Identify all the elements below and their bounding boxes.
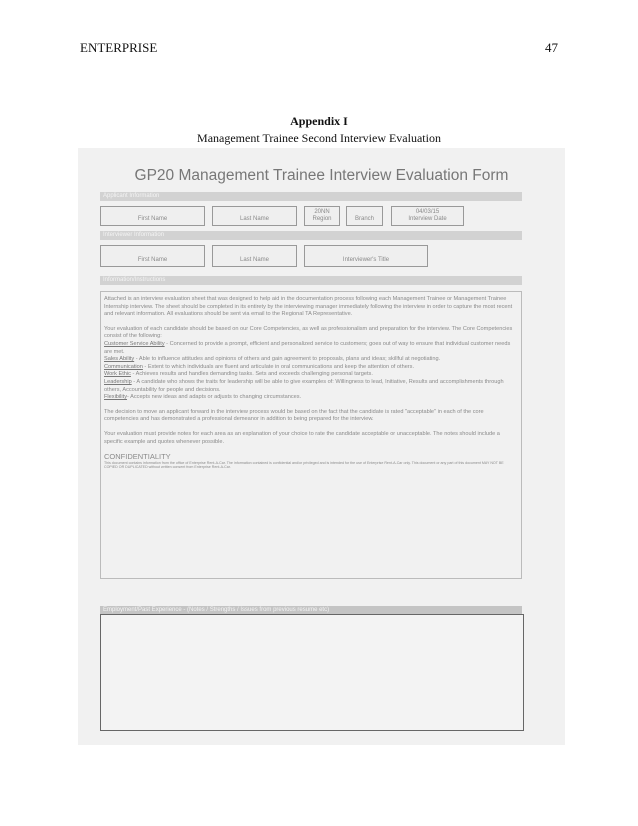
field-label: Interview Date	[408, 216, 447, 222]
instructions-paragraph: The decision to move an applicant forward in the interview process would be based on the fact that the candidate is rated "acceptable" in each of the core competencies and has demonstrated a professional demeanor in addition to being prepared for the interview.	[104, 408, 484, 423]
interviewer-section-bar: Interviewer Information	[100, 231, 522, 240]
applicant-section-bar: Applicant Information	[100, 192, 522, 201]
applicant-last-name-field	[212, 206, 297, 226]
competency-item	[104, 379, 518, 394]
field-label: Interviewer's Title	[342, 257, 390, 263]
competency-item	[104, 356, 518, 364]
competency-name: Work Ethic	[104, 371, 131, 378]
competency-name: Flexibility	[104, 394, 128, 401]
interviewer-last-name-field	[212, 245, 297, 267]
competency-list	[104, 341, 518, 402]
competency-description: - Extent to which individuals are fluent and articulate in oral communications and keep the attention of others.	[142, 363, 415, 370]
scanned-form-image	[78, 148, 565, 745]
instructions-box	[100, 291, 522, 579]
field-value: 20NN	[314, 209, 330, 215]
field-value: 04/03/15	[415, 209, 440, 215]
form-title: GP20 Management Trainee Interview Evaluation Form	[134, 167, 509, 184]
competency-description: - Accepts new ideas and adapts or adjusts to changing circumstances.	[127, 394, 302, 401]
competency-item	[104, 341, 518, 356]
field-label: First Name	[137, 257, 168, 263]
competency-item	[104, 364, 518, 372]
field-label: Last Name	[239, 216, 269, 222]
confidentiality-heading: CONFIDENTIALITY	[104, 452, 171, 462]
instructions-paragraph: Your evaluation must provide notes for each area as an explanation of your choice to rate the candidate acceptable or unacceptable. The notes should include a specific example and quotes whenever possible.	[104, 430, 500, 445]
branch-field	[346, 206, 383, 226]
competency-description: - Achieves results and handles demanding tasks. Sets and exceeds challenging personal targets.	[130, 371, 373, 378]
appendix-subtitle: Management Trainee Second Interview Evaluation	[197, 131, 441, 145]
appendix-title: Appendix I	[290, 114, 348, 128]
applicant-first-name-field	[100, 206, 205, 226]
competency-name: Customer Service Ability	[104, 340, 165, 347]
instructions-paragraph: Your evaluation of each candidate should be based on our Core Competencies, as well as professionalism and preparation for the interview. The Core Competencies consist of the following:	[104, 325, 513, 340]
page-number: 47	[545, 40, 558, 55]
competency-description: - Concerned to provide a prompt, efficient and personalized service to customers; goes out of way to ensure that individual customer needs are met.	[104, 340, 511, 355]
interviewer-first-name-field	[100, 245, 205, 267]
field-label: Last Name	[239, 257, 269, 263]
running-header: ENTERPRISE	[80, 40, 158, 55]
field-label: First Name	[137, 216, 168, 222]
interview-date-field	[391, 206, 464, 226]
competency-name: Communication	[104, 363, 143, 370]
region-field	[304, 206, 340, 226]
competency-item	[104, 394, 518, 402]
field-label: Branch	[354, 216, 374, 222]
competency-item	[104, 371, 518, 379]
field-label: Region	[312, 216, 332, 222]
interviewer-title-field	[304, 245, 428, 267]
competency-description: - A candidate who shows the traits for leadership will be able to give examples of: Willingness to lead, Initiative, Results and accomplishments through others, Accountability for people and decisions.	[104, 378, 504, 393]
instructions-section-bar: Information/Instructions	[100, 276, 522, 285]
experience-notes-box	[100, 614, 524, 731]
confidentiality-text: This document contains information from the office of Enterprise Rent-A-Car. The information contained is confidential and/or privileged and is intended for the use of Enterprise Rent-A-Car only. This document or any part of this document MAY NOT BE COPIED OR DUPLICATED without written consent from Enterprise Rent-A-Car.	[104, 460, 504, 470]
competency-name: Sales Ability	[104, 356, 135, 363]
competency-description: - Able to influence attitudes and opinions of others and gain agreement to proposals, plans and ideas; skillful at negotiating.	[134, 356, 441, 363]
experience-section-bar: Employment/Past Experience - (Notes / Strengths / Issues from previous resume etc)	[100, 606, 522, 615]
competency-name: Leadership	[104, 378, 132, 385]
instructions-paragraph: Attached is an interview evaluation sheet that was designed to help aid in the documentation process following each Management Trainee or Management Trainee Internship interview. The sheet should be completed in its entirety by the interviewing manager immediately following the interview in order to capture the most recent and relevant information. All evaluations should be sent via email to the Regional TA Representative.	[104, 296, 513, 318]
